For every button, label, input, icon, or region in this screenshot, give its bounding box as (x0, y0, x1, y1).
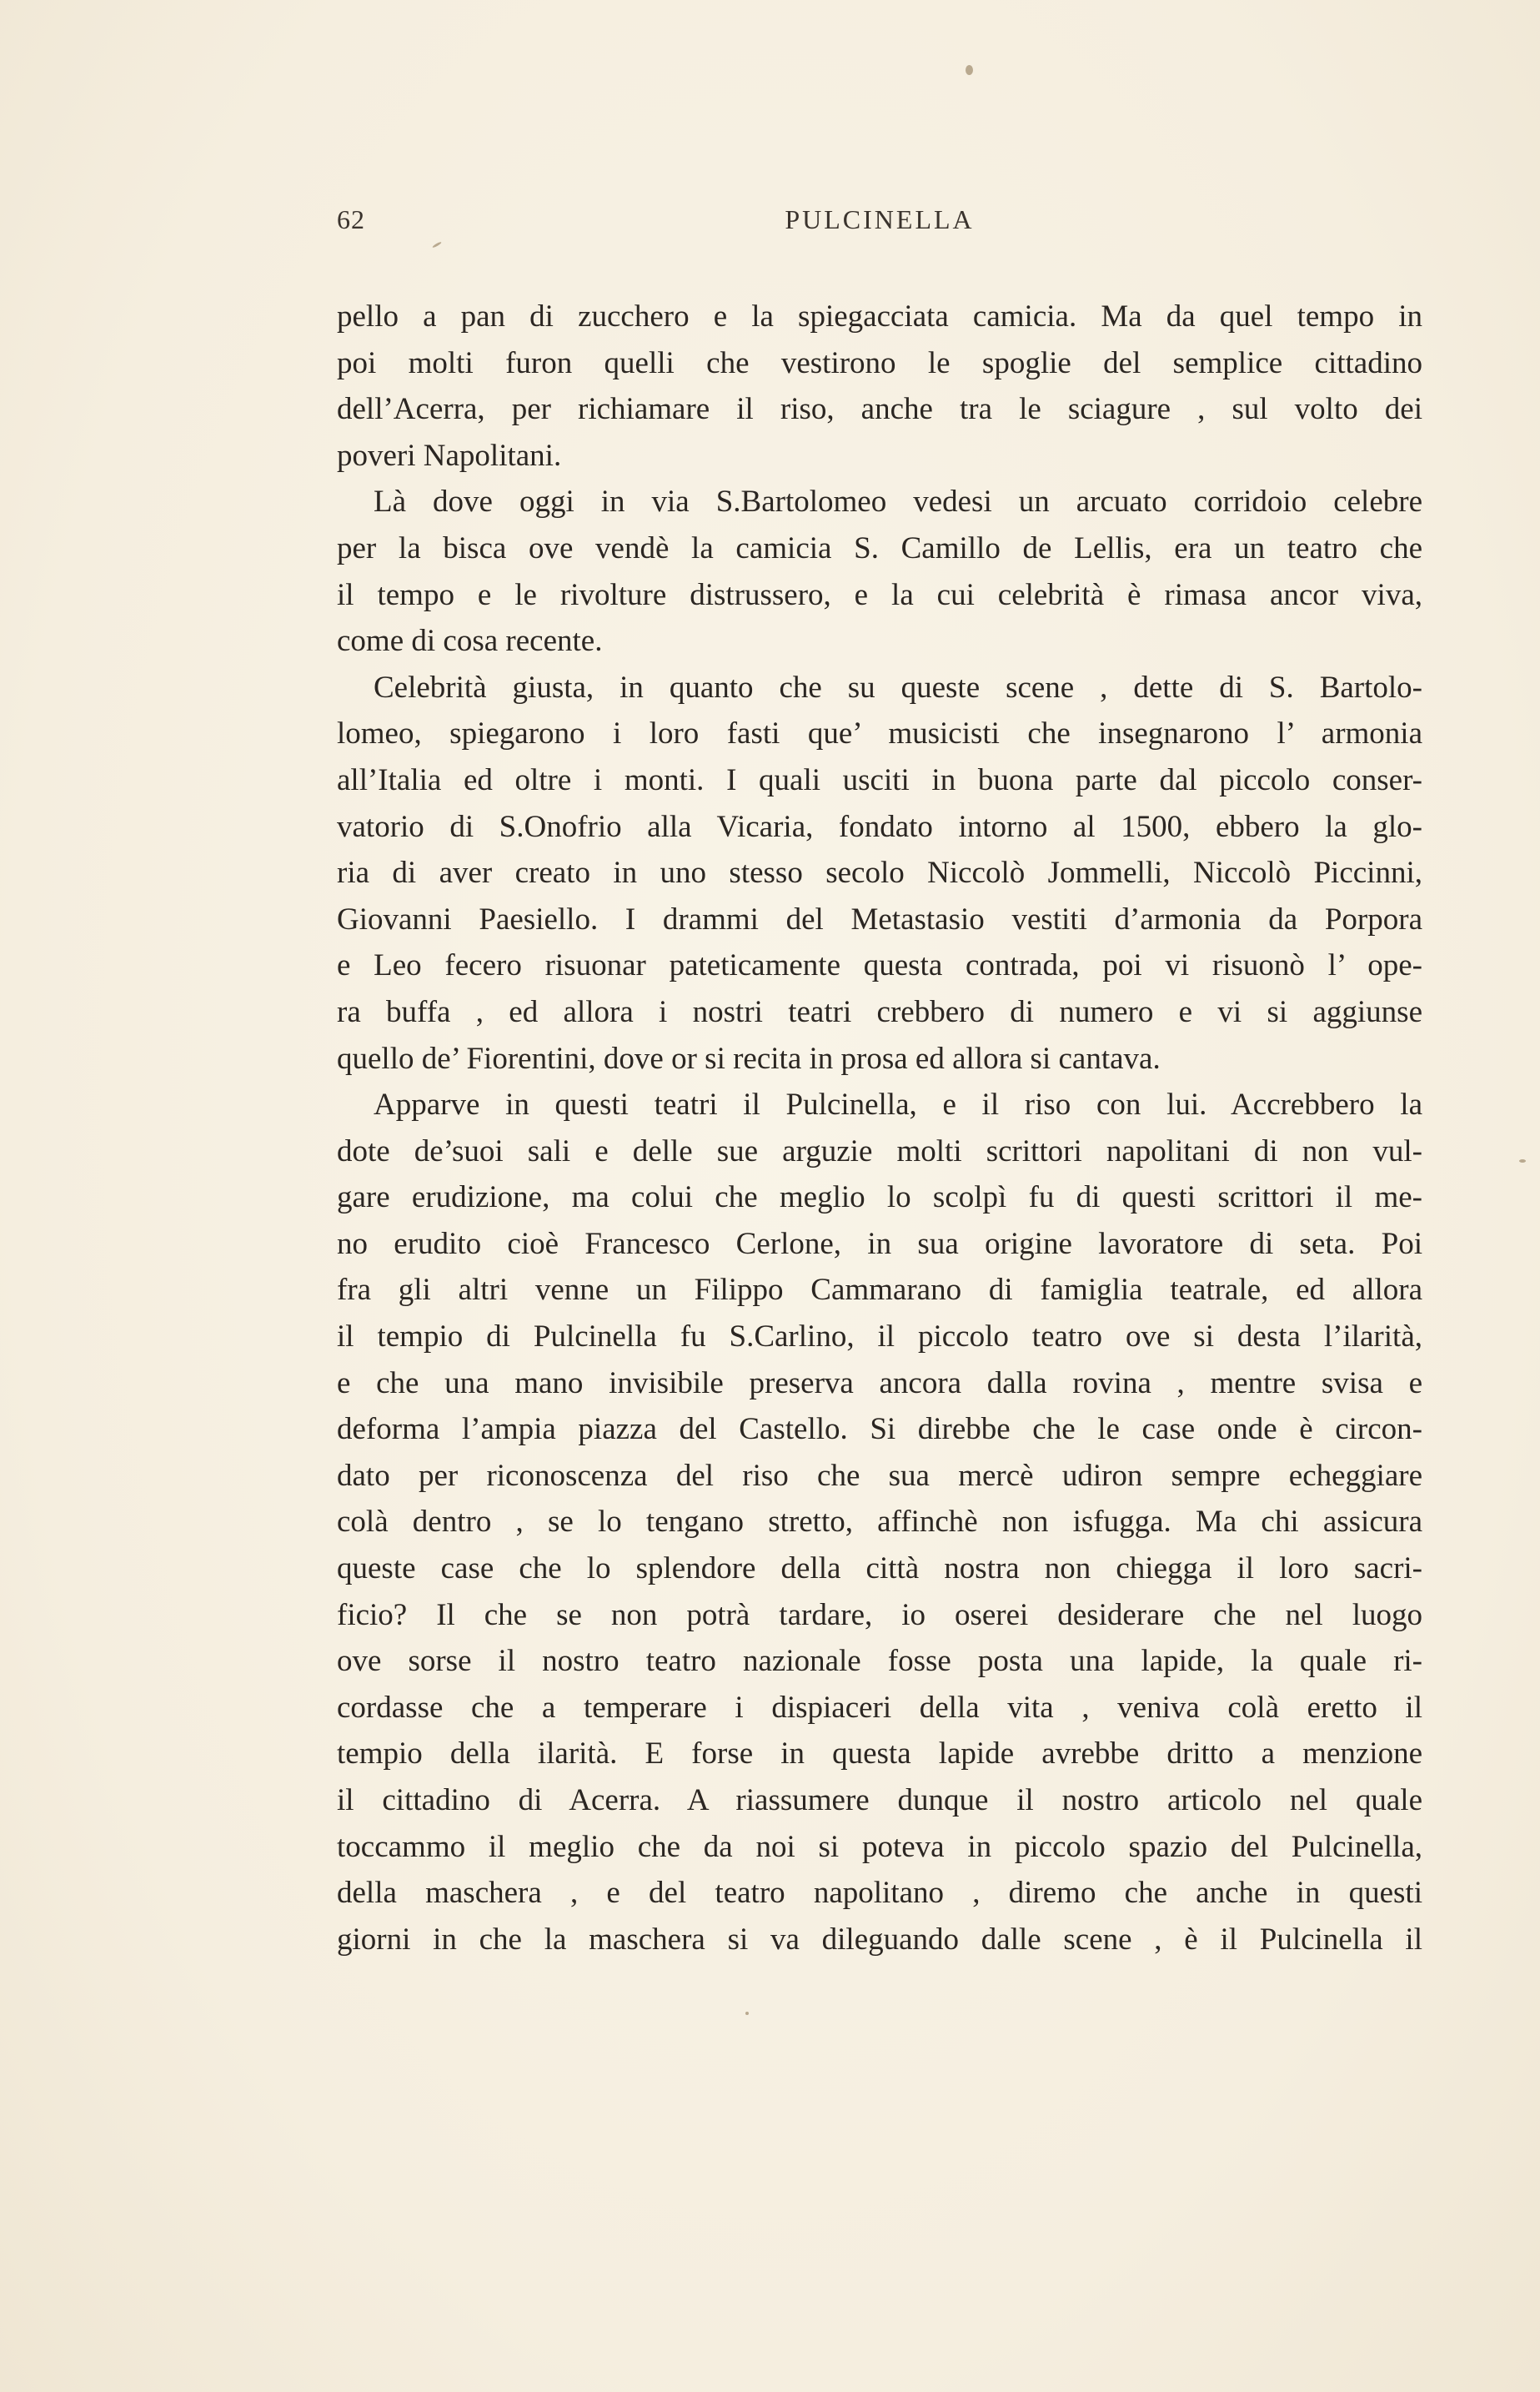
text-line: dote de’suoi sali e delle sue arguzie molti scrittori napolitani di non vul- (337, 1133, 1422, 1168)
text-line: fra gli altri venne un Filippo Cammarano di famiglia teatrale, ed allora (337, 1273, 1422, 1308)
ink-speck (1519, 1159, 1526, 1163)
page-number: 62 (337, 204, 365, 234)
text-line: ria di aver creato in uno stesso secolo Niccolò Jommelli, Niccolò Piccinni, (337, 856, 1422, 891)
body-text (337, 294, 1422, 2312)
text-line: dell’Acerra, per richiamare il riso, anche tra le sciagure , sul volto dei (337, 392, 1422, 427)
text-line: Là dove oggi in via S.Bartolomeo vedesi un arcuato corridoio celebre (374, 485, 1422, 520)
text-line: il cittadino di Acerra. A riassumere dunque il nostro articolo nel quale (337, 1783, 1422, 1817)
text-line: deforma l’ampia piazza del Castello. Si direbbe che le case onde è circon- (337, 1412, 1422, 1447)
text-line: Celebrità giusta, in quanto che su queste scene , dette di S. Bartolo- (374, 670, 1422, 705)
text-line: ficio? Il che se non potrà tardare, io oserei desiderare che nel luogo (337, 1597, 1422, 1632)
text-line: tempio della ilarità. E forse in questa lapide avrebbe dritto a menzione (337, 1736, 1422, 1771)
ink-speck (966, 65, 973, 75)
text-line: il tempio di Pulcinella fu S.Carlino, il piccolo teatro ove si desta l’ilarità, (337, 1319, 1422, 1354)
text-line: cordasse che a temperare i dispiaceri della vita , veniva colà eretto il (337, 1690, 1422, 1725)
text-line: quello de’ Fiorentini, dove or si recita in prosa ed allora si cantava. (337, 1041, 1161, 1076)
text-line: all’Italia ed oltre i monti. I quali usciti in buona parte dal piccolo conser- (337, 762, 1422, 797)
running-head: PULCINELLA (785, 204, 975, 234)
text-line: ra buffa , ed allora i nostri teatri crebbero di numero e vi si aggiunse (337, 994, 1422, 1029)
text-line: ove sorse il nostro teatro nazionale fosse posta una lapide, la quale ri- (337, 1644, 1422, 1679)
text-line: per la bisca ove vendè la camicia S. Camillo de Lellis, era un teatro che (337, 530, 1422, 565)
text-line: dato per riconoscenza del riso che sua mercè udiron sempre echeggiare (337, 1458, 1422, 1493)
text-line: pello a pan di zucchero e la spiegacciata camicia. Ma da quel tempo in (337, 299, 1422, 334)
text-line: vatorio di S.Onofrio alla Vicaria, fondato intorno al 1500, ebbero la glo- (337, 809, 1422, 844)
text-line: gare erudizione, ma colui che meglio lo scolpì fu di questi scrittori il me- (337, 1180, 1422, 1215)
text-line: queste case che lo splendore della città nostra non chiegga il loro sacri- (337, 1551, 1422, 1586)
text-line: Apparve in questi teatri il Pulcinella, e il riso con lui. Accrebbero la (374, 1088, 1422, 1123)
text-line: come di cosa recente. (337, 624, 603, 659)
text-line: il tempo e le rivolture distrussero, e la cui celebrità è rimasa ancor viva, (337, 577, 1422, 612)
text-line: lomeo, spiegarono i loro fasti que’ musicisti che insegnarono l’ armonia (337, 716, 1422, 751)
text-line: no erudito cioè Francesco Cerlone, in sua origine lavoratore di seta. Poi (337, 1226, 1422, 1261)
text-line: poveri Napolitani. (337, 438, 562, 473)
text-line: e che una mano invisibile preserva ancora dalla rovina , mentre svisa e (337, 1365, 1422, 1400)
text-line: della maschera , e del teatro napolitano , diremo che anche in questi (337, 1876, 1422, 1911)
text-line: Giovanni Paesiello. I drammi del Metastasio vestiti d’armonia da Porpora (337, 902, 1422, 937)
text-line: poi molti furon quelli che vestirono le spoglie del semplice cittadino (337, 345, 1422, 380)
text-line: e Leo fecero risuonar pateticamente questa contrada, poi vi risuonò l’ ope- (337, 948, 1422, 983)
text-line: giorni in che la maschera si va dileguando dalle scene , è il Pulcinella il (337, 1922, 1422, 1957)
page-header (337, 204, 1422, 246)
text-line: toccammo il meglio che da noi si poteva in piccolo spazio del Pulcinella, (337, 1829, 1422, 1864)
text-line: colà dentro , se lo tengano stretto, affinchè non isfugga. Ma chi assicura (337, 1505, 1422, 1540)
